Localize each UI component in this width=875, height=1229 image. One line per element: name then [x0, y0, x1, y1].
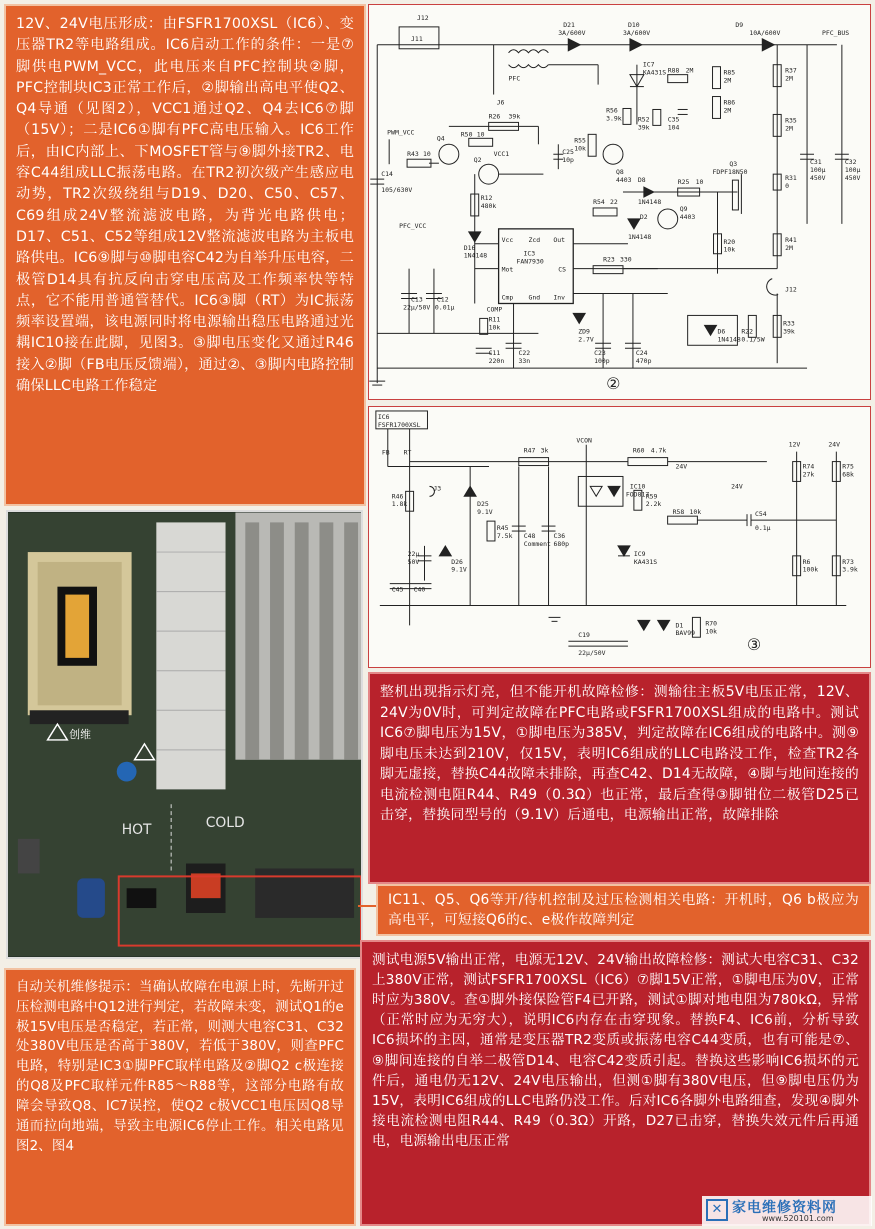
fig3-label-r60: R60 [632, 446, 645, 455]
capacitor-blue [117, 762, 137, 782]
fig3-label-fod817: FOD817 [625, 490, 650, 499]
fig3-label-c-50v: 50V [407, 557, 420, 566]
fig2-label-pfc-bus: PFC_BUS [821, 28, 850, 37]
fig2-label-r12: R12 [480, 194, 493, 203]
fig3-label-fsfr1700xsl: FSFR1700XSL [377, 420, 421, 429]
pcb-photo-svg [8, 512, 361, 957]
fig2-label-d16: D16 [463, 243, 476, 252]
fig2-label-d8-val: 1N4148 [637, 197, 662, 206]
fig3-label-c19-val: 22μ/50V [578, 649, 606, 658]
fig3-label-c40: C40 [413, 585, 426, 594]
fig2-label-r50: R50 [460, 130, 473, 139]
fig2-label-r23: R23 [603, 255, 615, 264]
repair-3-text: 测试电源5V输出正常，电源无12V、24V输出故障检修：测试大电容C31、C32上380V正常，测试FSFR1700XSL（IC6）⑦脚15V正常，①脚电压为0V，正常时应为380V。查①脚外接保险管F4已开路，测试①脚对地电阻为780kΩ，异常（正常时应为无穷大），说明IC6内存在击穿现象。替换F4、IC6前，分析导致IC6损坏的主因，通常是变压器TR2变质或振荡电容C44变质，也有可能是⑦、⑨脚间连接的自举二极管D14、电容C42变质引起。替换这些影响IC6损坏的元件后，通电仍无12V、24V电压输出，但测①脚有380V电压，但⑨脚电压仍为15V，表明IC6组成的LLC电路仍没工作。后对IC6各脚外电路细查，发现④脚外接电流检测电阻R44、R49（0.3Ω）开路，D27已击穿，替换失效元件后再通电，电源输出电压正常 [372, 952, 859, 1149]
fig2-label-ic3: IC3 [523, 249, 536, 258]
fig3-label-c48: C48 [523, 531, 536, 540]
fig2-label-r88-val: 2M [685, 66, 694, 75]
fig2-label-r56: R56 [606, 106, 618, 115]
fig2-label-comp: COMP [486, 305, 503, 314]
fig2-label-j6: J6 [496, 98, 505, 107]
fig2-label-c11-val: 220n [488, 357, 505, 366]
fig2-label-d2-val: 1N4148 [627, 232, 652, 241]
fig2-label-c32-volt: 450V [844, 174, 861, 183]
callout-text: IC11、Q5、Q6等开/待机控制及过压检测相关电路：开机时，Q6 b极应为高电平，可短接Q6的c、e极作故障判定 [388, 892, 859, 928]
fig3-label-r74: R74 [802, 462, 815, 471]
fig2-label-c12: C12 [436, 295, 449, 304]
heatsink-middle [156, 522, 225, 789]
fig2-label-d21-rating: 3A/600V [558, 28, 586, 37]
fig2-label-c23-val: 100p [594, 357, 610, 366]
fig2-label-r54: R54 [593, 197, 605, 206]
fig2-label-r41: R41 [785, 235, 797, 244]
fig3-label-r73-val: 3.9k [842, 565, 858, 574]
fig3-label-vcon: VCON [576, 436, 592, 445]
fig2-label-r25: R25 [677, 178, 690, 187]
fig2-label-r35-val: 2M [785, 124, 793, 133]
fig2-label-vcc1: VCC1 [493, 150, 510, 159]
fig2-label-c11: C11 [488, 349, 501, 358]
fig2-label-pfc: PFC [508, 74, 521, 83]
fig3-label-r59-val: 2.2k [645, 500, 662, 509]
repair-2-text: 自动关机维修提示：当确认故障在电源上时，先断开过压检测电路中Q12进行判定，若故障未变，测试Q1的e极15V电压是否稳定，若正常，则测大电容C31、C32处380V电压是否高于380V，若低于380V，则查PFC电路，特别是IC3①脚PFC取样电路及②脚Q2 c极连接的Q8及PFC取样元件R85～R88等，这部分电路有故障会导致Q8、IC7误控，使Q2 c极VCC1电压因Q8导通而拉向地端，导致主电源IC6停止工作。相关电路见图2、图4 [16, 980, 344, 1154]
fig2-label-pin-out: Out [553, 235, 565, 244]
fig2-label-pin-inv: Inv [553, 293, 565, 302]
fig2-label-q9-val: 4403 [679, 212, 696, 221]
fig2-label-c31-volt: 450V [810, 174, 826, 183]
ic-chip [127, 888, 157, 908]
fig3-label-24v-b: 24V [828, 440, 841, 449]
fig3-label-ic10: IC10 [629, 482, 646, 491]
watermark [702, 1196, 872, 1226]
fig3-label-c36: C36 [553, 531, 566, 540]
fig3-label-12v: 12V [788, 440, 801, 449]
brand-logo-text: 创维 [69, 727, 92, 741]
watermark-logo-icon: ✕ [706, 1199, 728, 1221]
fig2-label-q8: Q8 [616, 168, 624, 177]
fig2-label-r55: R55 [574, 136, 586, 145]
figure-2-svg [369, 5, 870, 399]
component-1 [18, 839, 40, 874]
fig2-label-c31: C31 [810, 158, 822, 167]
heatsink-right [235, 513, 361, 760]
fig2-label-r25-val: 10 [695, 178, 704, 187]
fig2-label-d6: D6 [717, 327, 726, 336]
fig2-label-c35: C35 [667, 115, 680, 124]
fig2-label-pin-cs: CS [558, 265, 567, 274]
figure-2-number: ② [606, 374, 621, 394]
figure-3-svg [369, 407, 870, 667]
fig2-label-q2: Q2 [473, 156, 482, 165]
fig2-label-r22: R22 [741, 327, 754, 336]
fig2-label-c25: C25 [562, 148, 574, 157]
fig3-label-ka431s: KA431S [633, 557, 658, 566]
fig2-label-r11-val: 10k [488, 323, 501, 332]
fig2-label-r31: R31 [785, 174, 797, 183]
fig2-label-r43-val: 10 [422, 150, 431, 159]
fig2-label-r20: R20 [723, 237, 736, 246]
fig2-label-r56-val: 3.9k [606, 114, 622, 123]
figure-3-schematic [368, 406, 871, 668]
fig2-label-r20-val: 10k [723, 245, 736, 254]
repair-1-text: 整机出现指示灯亮，但不能开机故障检修：测输往主板5V电压正常，12V、24V为0V时，可判定故障在PFC电路或FSFR1700XSL组成的电路中。测试IC6⑦脚电压为15V，①脚电压为385V，判定故障在IC6组成的电路中。测⑨脚电压未达到210V，仅15V，表明IC6组成的LLC电路没工作，检查TR2各脚无虚接，替换C44故障未排除，再查C42、D14无故障，④脚与地间连接的电流检测电阻R44、R49（0.3Ω）也正常，最后查得③脚钳位二极管D25已击穿，替换同型号的（9.1V）后通电，电源输出正常，故障排除 [380, 684, 859, 824]
fig3-label-r75-val: 68k [842, 470, 854, 479]
fig3-label-r47-val: 3k [540, 446, 549, 455]
fig3-label-r46-val: 1.8k [391, 500, 408, 509]
fig2-label-d6-val: 1N4148 [717, 335, 741, 344]
fig2-label-d10-rating: 3A/600V [622, 28, 651, 37]
fig3-label-r45-val: 7.5k [496, 531, 513, 540]
fig2-label-r86-val: 2M [723, 106, 732, 115]
transformer [28, 552, 132, 724]
fig3-label-r6: R6 [802, 557, 811, 566]
fig2-label-d16-val: 1N4148 [463, 251, 488, 260]
fig2-label-pin-cmp: Cmp [501, 293, 514, 302]
fig2-label-c22: C22 [518, 349, 531, 358]
fig2-label-fan7930: FAN7930 [516, 257, 544, 266]
fig2-label-pin-gnd: Gnd [528, 293, 541, 302]
fig2-label-d21: D21 [563, 20, 575, 29]
figure-3-number: ③ [747, 635, 762, 655]
hot-label: HOT [121, 821, 152, 838]
fig2-label-j12: J12 [417, 13, 429, 22]
fig2-label-c25-val: 10p [562, 156, 574, 165]
fig2-label-r26-val: 39k [508, 112, 521, 121]
fig3-label-r58: R58 [672, 508, 685, 517]
fig2-label-r12-val: 480k [480, 201, 497, 210]
fig2-label-q4: Q4 [436, 134, 445, 143]
fig2-label-zd9: ZD9 [578, 327, 590, 336]
figure-2-schematic [368, 4, 871, 400]
cold-label: COLD [205, 814, 245, 831]
electrolytic-capacitor [77, 878, 105, 918]
fig2-label-pwm-vcc: PWM_VCC [387, 128, 415, 137]
fig2-label-d9: D9 [735, 20, 744, 29]
fig3-label-d25: D25 [477, 500, 489, 509]
fig2-label-pin-vcc: Vcc [501, 235, 514, 244]
fig3-label-d26-val: 9.1V [451, 565, 467, 574]
fig2-label-d2: D2 [639, 212, 648, 221]
fig2-label-r22-val: 0.1/5W [741, 335, 765, 344]
fig3-label-r47: R47 [523, 446, 536, 455]
fig2-label-pin-mot: Mot [501, 265, 514, 274]
fig2-label-c12-val: 0.01μ [434, 303, 455, 312]
fig3-label-r74-val: 27k [802, 470, 815, 479]
fig3-label-r45: R45 [496, 524, 509, 533]
fig2-label-pfc-vcc: PFC_VCC [399, 221, 427, 230]
fig2-label-r31-val: 0 [785, 182, 790, 191]
fig3-label-c36-val: 680p [553, 539, 570, 548]
fig2-label-r11: R11 [488, 315, 501, 324]
fig3-label-fb: FB [381, 448, 390, 457]
fig2-label-r35: R35 [785, 116, 797, 125]
fig2-label-r55-val: 10k [574, 144, 586, 153]
fig2-label-r52: R52 [637, 115, 650, 124]
fig2-label-c32: C32 [844, 158, 857, 167]
fig3-label-c45: C45 [391, 585, 404, 594]
watermark-url: www.520101.com [762, 1214, 834, 1223]
fig2-label-ka431s: KA431S [642, 68, 667, 77]
fig3-label-c19: C19 [578, 631, 590, 640]
fig2-label-c24-val: 470p [635, 357, 652, 366]
fig2-label-r26: R26 [488, 112, 501, 121]
fig2-label-c32-val: 100μ [844, 166, 861, 175]
fig3-label-r46: R46 [391, 492, 404, 501]
callout-block [376, 884, 871, 936]
fig2-label-r41-val: 2M [785, 243, 793, 252]
fig2-label-r85: R85 [723, 68, 736, 77]
fig2-label-c14: C14 [381, 170, 393, 179]
fig2-label-r23-val: 330 [619, 255, 632, 264]
fig3-label-r6-val: 100k [802, 565, 819, 574]
fig2-label-r85-val: 2M [723, 76, 732, 85]
fig3-label-r59: R59 [645, 492, 658, 501]
fig2-label-r50-val: 10 [476, 130, 485, 139]
repair-1-block [368, 672, 871, 884]
fig3-label-bav99: BAV99 [675, 629, 695, 638]
fig2-label-c22-val: 33n [518, 357, 531, 366]
fig2-label-d10: D10 [627, 20, 640, 29]
fig2-label-r88: R88 [667, 66, 680, 75]
fig3-label-d26: D26 [451, 557, 463, 566]
fig3-label-r60-val: 4.7k [650, 446, 667, 455]
fig2-label-r33-val: 39k [783, 327, 795, 336]
fig3-label-d1: D1 [675, 621, 684, 630]
fig2-label-c13-val: 22μ/50V [403, 303, 431, 312]
fig2-label-r54-val: 22 [610, 197, 618, 206]
fig2-label-c35-val: 104 [667, 123, 680, 132]
fig3-label-d25-val: 9.1V [477, 508, 493, 517]
fig2-label-c13: C13 [411, 295, 423, 304]
fig3-label-r70-val: 10k [705, 627, 717, 636]
fig2-label-c24: C24 [635, 349, 648, 358]
fig2-label-r86: R86 [723, 98, 736, 107]
fig2-label-c23: C23 [594, 349, 606, 358]
fig2-label-r37-val: 2M [785, 74, 793, 83]
fig3-label-c54: C54 [754, 510, 767, 519]
fig2-label-pin-zcd: Zcd [528, 235, 541, 244]
fig2-label-d9-rating: 10A/600V [749, 28, 781, 37]
fig2-label-q3: Q3 [729, 160, 738, 169]
fig2-label-q9: Q9 [679, 204, 688, 213]
fig2-label-fdpf18n50: FDPF18N50 [712, 168, 748, 177]
fig2-label-j12b: J12 [785, 285, 797, 294]
fig3-label-rt: RT [403, 448, 412, 457]
fig2-label-zd9-val: 2.7V [578, 335, 594, 344]
fig3-label-ic6: IC6 [377, 412, 390, 421]
fig3-label-c48-val: Comment [523, 539, 551, 548]
fig2-label-j11: J11 [411, 34, 423, 43]
fig3-label-r75: R75 [842, 462, 854, 471]
fig3-label-ic9: IC9 [633, 549, 646, 558]
fig2-label-c31-val: 100μ [810, 166, 826, 175]
fig3-label-r58-val: 10k [689, 508, 702, 517]
fig2-label-r33: R33 [783, 319, 795, 328]
fig3-label-24v-a: 24V [675, 462, 688, 471]
fig3-label-24v-c: 24V [731, 482, 743, 491]
intro-text-block [4, 4, 366, 506]
fig2-label-q8-val: 4403 [616, 176, 632, 185]
intro-text: 12V、24V电压形成：由FSFR1700XSL（IC6）、变压器TR2等电路组成。IC6启动工作的条件：一是⑦脚供电PWM_VCC，此电压来自PFC控制块②脚，PFC控制块IC3正常工作后，②脚输出高电平使Q2、Q4导通（见图2），VCC1通过Q2、Q4去IC6⑦脚（15V）；二是IC6①脚有PFC高电压输入。IC6工作后，由IC内部上、下MOSFET管与⑨脚外接TR2、电容C44组成LLC振荡电路。在TR2初次级产生感应电动势，TR2次级绕组与D19、D20、C50、C57、C69组成24V整流滤波电路，为背光电路供电；D17、C51、C52等组成12V整流滤波电路为主板电路供电。IC6⑨脚与⑩脚电容C42为自举升压电容，二极管D14具有抗反向击穿电压高及工作频率快等特点，它不能用普通管替代。IC6③脚（RT）为IC振荡频率设置端，该电源同时将电源输出稳压电路通过光耦IC10接在此脚，见图3。③脚电压变化又通过R46接入②脚（FB电压反馈端），通过②、③脚内电路控制确保LLC电路工作稳定 [16, 16, 354, 395]
fig3-label-c54-val: 0.1μ [754, 524, 771, 533]
watermark-text: 家电维修资料网 [732, 1200, 837, 1216]
fig3-label-j3: J3 [433, 484, 442, 493]
fig2-label-d8: D8 [637, 176, 646, 185]
repair-2-block [4, 968, 356, 1226]
fig2-label-ic7: IC7 [642, 60, 655, 69]
callout-connector [358, 905, 376, 907]
pcb-photo [6, 510, 363, 959]
fig3-label-c-22u: 22μ [407, 549, 420, 558]
fig2-label-c14-val: 105/630V [381, 186, 413, 195]
fig2-label-r52-val: 39k [637, 123, 650, 132]
fig3-label-r73: R73 [842, 557, 854, 566]
fig2-label-r43: R43 [407, 150, 419, 159]
repair-3-block [360, 940, 871, 1226]
fig2-label-r37: R37 [785, 66, 797, 75]
fig3-label-r70: R70 [705, 619, 717, 628]
